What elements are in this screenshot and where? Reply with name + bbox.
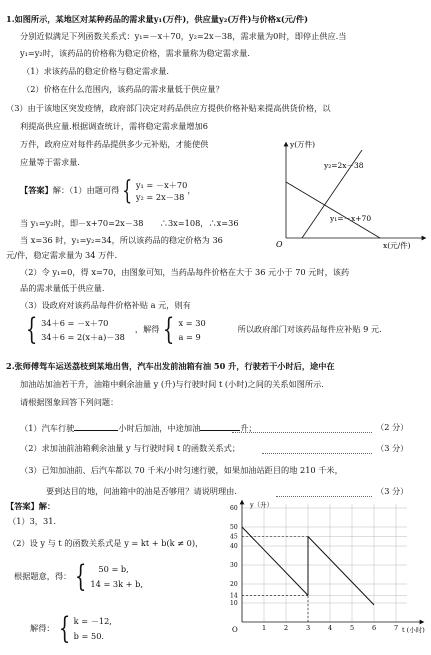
q2-system-3 [14,559,143,594]
q2-title-b: 加油站加油若干升，油箱中剩余油量 y (升)与行驶时间 t (小时)之间的关系如图所示. [20,379,324,389]
q2-blank-1[interactable] [74,422,118,431]
q2-y-tick-label: 45 [230,533,238,541]
q2-y-tick-label: 50 [230,524,238,531]
q1-step1: 当 y₁=y₂时，即－x+70=2x－38 ∴3x=108，∴x=36 [20,218,239,228]
q2-sub3-b: 要到达目的地，问油箱中的油是否够用？请说明理由. [46,486,237,496]
q1-brace-2: { [25,312,38,347]
q2-marks [230,505,398,632]
q2-ans2-cond: 根据题意，得： [14,571,72,582]
q2-x-axis-label: t (小时) [402,626,425,634]
q2-x-tick-label: 5 [350,624,355,632]
q2-title-a [6,361,335,372]
q1-eq1a: y₁ = －x＋70 [135,179,188,190]
q1-line2: 分别近似满足下列函数关系式：y₁=－x＋70，y₂=2x－38，需求量为0时，即停止供应.当 [20,31,347,41]
q2-eq3a: 50 = b, [98,564,129,575]
q2-x-tick-label: 4 [328,624,333,632]
q1-sub3a: （3）由于该地区突发疫情，政府部门决定对药品供应方提供价格补贴来提高供货价格，以 [6,103,331,113]
q1-sol-b: a = 9 [178,332,201,342]
q1-system-2-row [22,312,382,347]
q1-label-y2: y₂=2x－38 [324,161,364,170]
q2-y-axis-label: y（升） [250,501,274,509]
q2-grid [242,504,407,622]
q2-answer-word: 解： [38,501,56,511]
q1-y-axis-label: y(万件) [290,140,316,149]
q1-x-axis-label: x(元/件) [383,241,411,250]
q2-eq-system-3 [90,562,143,592]
q2-system-4 [30,611,112,646]
q2-title-a-text: 2.张师傅驾车运送荔枝到某地出售，汽车出发前油箱有油 50 升，行驶若干小时后，途中在 [6,361,335,371]
q1-origin: O [276,240,283,249]
q2-solve-row [30,611,112,646]
q1-step4: （2）令 y₁=0，得 x=70，由图象可知，当药品每件价格在大于 36 元小于 70 元时，该药 [20,267,350,277]
q2-sub1-c: 升； [240,423,257,433]
q1-eq1b: y₂ = 2x－38 [135,192,185,202]
q2-x-tick-label: 1 [262,624,267,632]
q2-ans1: （1）3，31. [8,516,57,526]
q1-graph [272,138,428,250]
q2-y-tick-label: 60 [230,505,238,512]
q2-y-tick-label: 40 [230,543,238,550]
q2-cond-row [14,559,143,594]
q2-origin: O [232,626,238,634]
q2-y-tick-label: 14 [230,592,238,600]
q2-sub1-a: （1）汽车行驶 [20,423,75,433]
q1-sub3b: 利提高供应量.根据调查统计，需将稳定需求量增加6 [20,121,208,131]
q2-sub1-dots [232,432,372,433]
q1-title [6,14,308,25]
q2-sub3-score: （3 分） [376,486,409,496]
q2-sub1-score: （2 分） [376,422,409,432]
q2-sub3-a: （3）已知加油前、后汽车都以 70 千米/小时匀速行驶，如果加油站距目的地 210 千米， [20,465,343,475]
q2-brace-4: { [58,611,70,646]
q2-eq3b: 14 = 3k + b, [90,579,143,589]
q1-system-2 [22,312,382,347]
q1-sol-a: x = 30 [178,317,206,328]
q2-x-tick-label: 6 [372,624,377,632]
q1-line-y1 [286,182,380,238]
q1-step6: （3）设政府对该药品每件价格补贴 a 元，则有 [20,300,191,310]
q1-eq-system-1 [136,179,187,204]
q1-step3: 元/件，稳定需求量为 34 万件. [6,250,118,260]
q2-ans2: （2）设 y 与 t 的函数关系式是 y = kt + b(k ≠ 0)， [8,538,204,548]
q1-eq-system-2 [41,316,125,345]
q1-sub3d: 应量等于需求量. [20,157,80,167]
q2-sub2-dots [262,453,372,454]
q2-intro: 请根据图象回答下列问题： [20,397,119,407]
q2-answer-row [6,501,55,512]
q1-sub2: （2）价格在什么范围内，该药品的需求量低于供应量？ [22,84,224,94]
q2-x-tick-label: 3 [306,624,311,632]
q2-y-tick-label: 10 [230,600,238,607]
q1-answer-label: 【答案】 [20,185,53,196]
q2-sub2-score: （3 分） [376,443,409,453]
q2-sub1 [20,422,257,434]
q2-answer-label: 【答案】 [6,501,39,511]
q2-sub2: （2）求加油前油箱剩余油量 y 与行驶时间 t 的函数关系式； [20,443,241,453]
q2-y-tick-label: 30 [230,562,238,569]
q1-line3: y₁=y₂时，该药品的价格称为稳定价格，需求量称为稳定需求量. [20,48,250,58]
q1-answer-row [20,178,196,204]
q1-brace-3: { [163,312,175,347]
q2-solve-label: 解得： [30,623,55,634]
q1-answer-system [20,178,196,204]
q2-y-tick-label: 20 [230,581,238,588]
q1-sub1: （1）求该药品的稳定价格与稳定需求量. [22,66,169,76]
q1-conclusion: 所以政府部门对该药品每件应补贴 9 元. [237,324,382,335]
q1-eq-comma: ， [187,185,196,196]
q2-segment-after [308,537,374,605]
q1-eq2a: 34＋6 = －x＋70 [41,317,109,328]
q1-brace-1: { [122,176,133,206]
q2-brace-3: { [75,559,87,594]
q1-step2: 当 x=36 时，y₁=y₂=34，所以该药品的稳定价格为 36 [20,235,223,245]
q2-eq4a: k = －12, [73,616,112,627]
q2-x-tick-label: 7 [394,624,399,632]
q2-segment-before [242,527,308,595]
q1-title-text: 1.如图所示，某地区对某种药品的需求量y₁(万件)，供应量y₂(万件)与价格x(元/件) [6,14,308,24]
q1-step5: 品的需求量低于供应量. [20,283,105,293]
q1-eq2b: 34＋6 = 2(x＋a)－38 [41,332,125,342]
q1-answer-intro: 解：（1）由题可得 [52,185,120,196]
q1-sub3c: 万件，政府应对每件药品提供多少元补贴，才能使供 [20,139,209,149]
q2-x-tick-label: 2 [284,624,289,632]
q1-solution-system [179,316,206,345]
q2-eq-system-4 [74,614,112,644]
q2-blank-2[interactable] [200,422,240,431]
q2-graph [222,496,430,642]
q1-label-y1: y₁=－x+70 [330,214,372,223]
q2-sub1-b: 小时后加油，中途加油 [118,423,201,433]
q1-solve-word: ，解得 [134,324,160,335]
q2-eq4b: b = 50. [73,631,104,641]
